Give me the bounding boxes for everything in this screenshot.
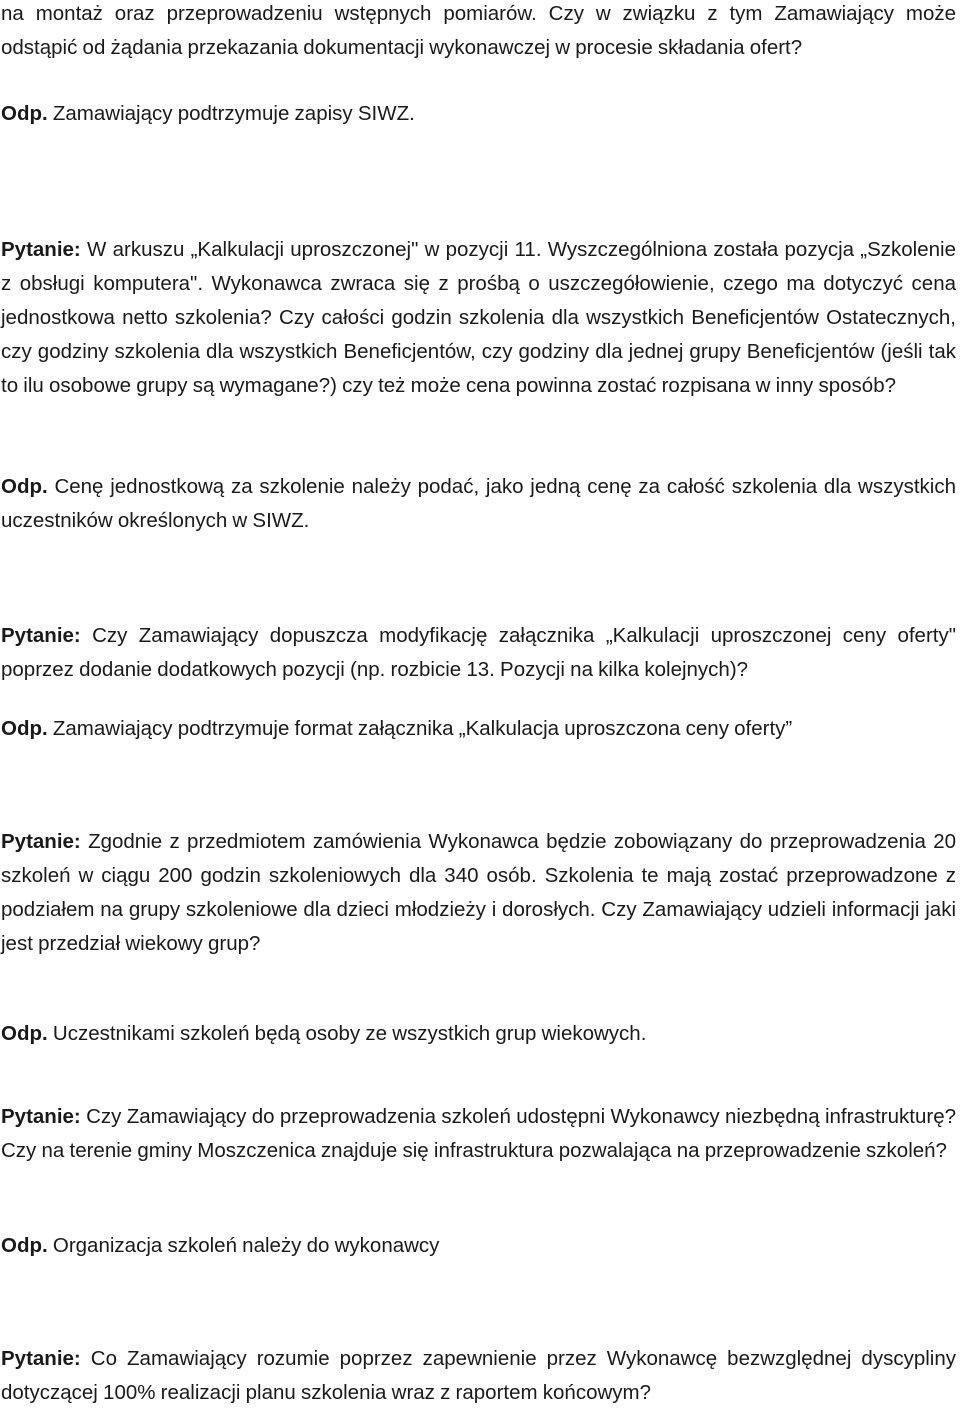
question-text: Zgodnie z przedmiotem zamówienia Wykonawca będzie zobowiązany do przeprowadzenia 20 szkoleń w ciągu 200 godzin szkoleniowych dla 340 osób. Szkolenia te mają zostać przeprowadzone z podziałem na grupy szkoleniowe dla dzieci młodzieży i dorosłych. Czy Zamawiający udzieli informacji jaki jest przedział wiekowy grup?: [1, 830, 956, 955]
answer-text: Cenę jednostkową za szkolenie należy podać, jako jedną cenę za całość szkolenia dla wszystkich uczestników określonych w SIWZ.: [1, 475, 956, 532]
question-label: Pytanie:: [1, 238, 81, 261]
question-text: Co Zamawiający rozumie poprzez zapewnienie przez Wykonawcę bezwzględnej dyscypliny dotyczącej 100% realizacji planu szkolenia wraz z raportem końcowym?: [1, 1347, 956, 1404]
answer-text: Uczestnikami szkoleń będą osoby ze wszystkich grup wiekowych.: [47, 1022, 647, 1045]
question-text: Czy Zamawiający dopuszcza modyfikację załącznika „Kalkulacji uproszczonej ceny oferty" poprzez dodanie dodatkowych pozycji (np. rozbicie 13. Pozycji na kilka kolejnych)?: [1, 624, 956, 681]
question-2: [1, 233, 956, 403]
answer-5: [1, 1229, 956, 1263]
question-text: W arkuszu „Kalkulacji uproszczonej" w pozycji 11. Wyszczególniona została pozycja „Szkolenie z obsługi komputera". Wykonawca zwraca się z prośbą o uszczegółowienie, czego ma dotyczyć cena jednostkowa netto szkolenia? Czy całości godzin szkolenia dla wszystkich Beneficjentów Ostatecznych, czy godziny szkolenia dla wszystkich Beneficjentów, czy godziny dla jednej grupy Beneficjentów (jeśli tak to ilu osobowe grupy są wymagane?) czy też może cena powinna zostać rozpisana w inny sposób?: [1, 238, 956, 397]
question-6: [1, 1342, 956, 1410]
question-text: Czy Zamawiający do przeprowadzenia szkoleń udostępni Wykonawcy niezbędną infrastrukturę? Czy na terenie gminy Moszczenica znajduje się infrastruktura pozwalająca na przeprowadzenie szkoleń?: [1, 1105, 956, 1162]
answer-label: Odp.: [1, 102, 48, 125]
answer-text: Zamawiający podtrzymuje format załącznika „Kalkulacja uproszczona ceny oferty”: [47, 717, 793, 740]
answer-1: [1, 97, 956, 131]
answer-label: Odp.: [1, 1234, 48, 1257]
answer-4: [1, 1017, 956, 1051]
question-4: [1, 825, 956, 961]
question-label: Pytanie:: [1, 1105, 81, 1128]
answer-2: [1, 470, 956, 538]
answer-label: Odp.: [1, 717, 48, 740]
question-label: Pytanie:: [1, 830, 81, 853]
answer-label: Odp.: [1, 1022, 48, 1045]
answer-3: [1, 712, 956, 746]
answer-text: Zamawiający podtrzymuje zapisy SIWZ.: [47, 102, 415, 125]
question-5: [1, 1100, 956, 1168]
question-3: [1, 619, 956, 687]
paragraph-continuation: [1, 0, 956, 65]
question-label: Pytanie:: [1, 624, 81, 647]
question-label: Pytanie:: [1, 1347, 81, 1370]
paragraph-text: na montaż oraz przeprowadzeniu wstępnych pomiarów. Czy w związku z tym Zamawiający może odstąpić od żądania przekazania dokumentacji wykonawczej w procesie składania ofert?: [1, 2, 956, 59]
answer-text: Organizacja szkoleń należy do wykonawcy: [47, 1234, 440, 1257]
answer-label: Odp.: [1, 475, 48, 498]
